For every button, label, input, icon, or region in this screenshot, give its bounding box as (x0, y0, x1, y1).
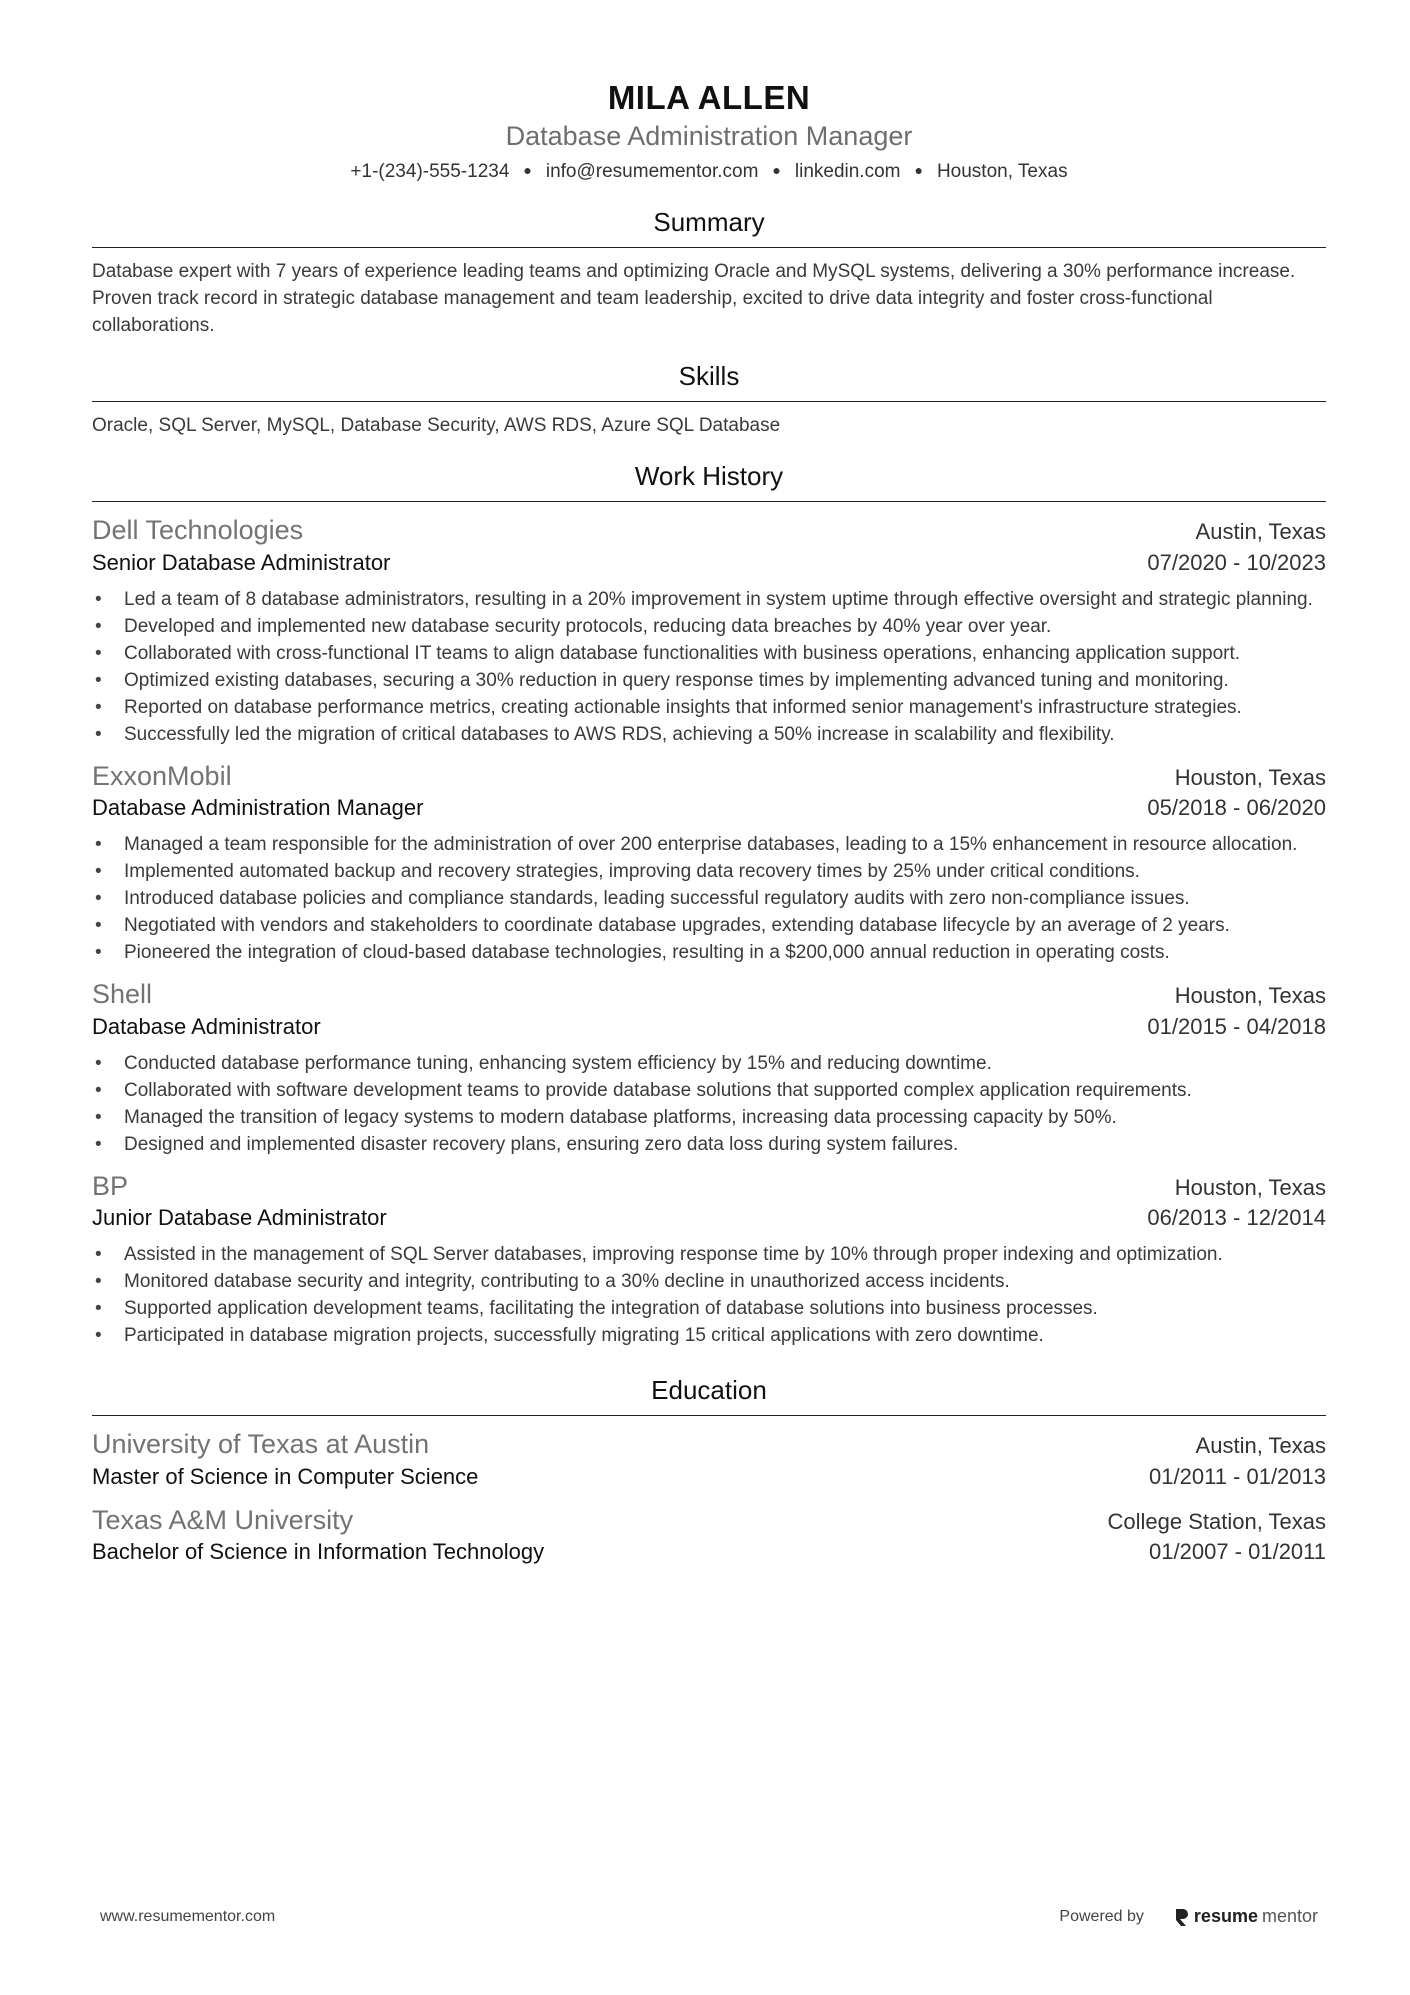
job-dates: 05/2018 - 06/2020 (1147, 795, 1326, 821)
separator-dot: ● (914, 161, 923, 178)
resume-header (92, 78, 1326, 185)
logo-text-bold: resume (1193, 1906, 1258, 1926)
bullet-item: • Developed and implemented new database security protocols, reducing data breaches by 40% year over year. (92, 613, 1326, 640)
education-entry (92, 1428, 1326, 1491)
footer-website-link[interactable]: www.resumementor.com (100, 1907, 276, 1925)
summary-text: Database expert with 7 years of experience leading teams and optimizing Oracle and MySQL systems, delivering a 30% performance increase. Proven track record in strategic database management and team leadership, excited to drive data integrity and foster cross-functional collaborations. (92, 260, 1296, 336)
resumementor-logo[interactable] (1174, 1906, 1318, 1927)
job-dates: 06/2013 - 12/2014 (1147, 1205, 1326, 1231)
job-dates: 01/2015 - 04/2018 (1147, 1013, 1326, 1039)
skills-text: Oracle, SQL Server, MySQL, Database Security, AWS RDS, Azure SQL Database (92, 415, 781, 437)
contact-linkedin: linkedin.com (794, 160, 901, 182)
job-entry (92, 760, 1326, 966)
powered-by (1059, 1906, 1318, 1927)
job-dates: 07/2020 - 10/2023 (1147, 549, 1326, 575)
job-entry (92, 514, 1326, 747)
company-name: Shell (92, 979, 153, 1010)
degree-name: Master of Science in Computer Science (92, 1463, 479, 1489)
education-entry (92, 1504, 1326, 1567)
bullet-item: • Supported application development teams, facilitating the integration of database solutions into business processes. (92, 1295, 1326, 1322)
education-heading: Education (92, 1375, 1326, 1416)
education-dates: 01/2011 - 01/2013 (1149, 1463, 1326, 1489)
job-bullets (92, 1050, 1326, 1158)
job-bullets (92, 586, 1326, 748)
school-location: College Station, Texas (1107, 1508, 1326, 1534)
education-dates: 01/2007 - 01/2011 (1149, 1539, 1326, 1565)
bullet-item: • Negotiated with vendors and stakeholders to coordinate database upgrades, extending database lifecycle by an average of 2 years. (92, 912, 1326, 939)
bullet-item: • Led a team of 8 database administrators, resulting in a 20% improvement in system uptime through effective oversight and strategic planning. (92, 586, 1326, 613)
job-role: Database Administration Manager (92, 795, 424, 821)
job-location: Austin, Texas (1195, 519, 1326, 545)
contact-location: Houston, Texas (936, 160, 1068, 182)
bullet-item: • Managed the transition of legacy systems to modern database platforms, increasing data processing capacity by 50%. (92, 1104, 1326, 1131)
candidate-name: MILA ALLEN (607, 79, 811, 116)
page-footer (100, 1906, 1318, 1927)
contact-email: info@resumementor.com (545, 160, 759, 182)
bullet-item: • Participated in database migration projects, successfully migrating 15 critical applications with zero downtime. (92, 1322, 1326, 1349)
contact-phone: +1-(234)-555-1234 (350, 160, 510, 182)
job-entry (92, 978, 1326, 1157)
job-entry (92, 1170, 1326, 1349)
separator-dot: ● (772, 161, 781, 178)
school-name: University of Texas at Austin (92, 1429, 430, 1460)
job-location: Houston, Texas (1174, 764, 1326, 790)
job-role: Database Administrator (92, 1013, 321, 1039)
candidate-title: Database Administration Manager (505, 120, 913, 151)
resume-page (92, 78, 1326, 1567)
degree-name: Bachelor of Science in Information Technology (92, 1539, 545, 1565)
company-name: Dell Technologies (92, 515, 304, 546)
bullet-item: • Optimized existing databases, securing a 30% reduction in query response times by implementing advanced tuning and monitoring. (92, 667, 1326, 694)
bullet-item: • Collaborated with cross-functional IT teams to align database functionalities with business operations, enhancing application support. (92, 640, 1326, 667)
bullet-item: • Conducted database performance tuning, enhancing system efficiency by 15% and reducing downtime. (92, 1050, 1326, 1077)
bullet-item: • Managed a team responsible for the administration of over 200 enterprise databases, leading to a 15% enhancement in resource allocation. (92, 831, 1326, 858)
bullet-item: • Implemented automated backup and recovery strategies, improving data recovery times by 25% under critical conditions. (92, 858, 1326, 885)
job-location: Houston, Texas (1174, 983, 1326, 1009)
bullet-item: • Monitored database security and integrity, contributing to a 30% decline in unauthorized access incidents. (92, 1268, 1326, 1295)
school-name: Texas A&M University (92, 1504, 354, 1535)
bullet-item: • Collaborated with software development teams to provide database solutions that supported complex application requirements. (92, 1077, 1326, 1104)
skills-heading: Skills (92, 361, 1326, 402)
work-history-heading: Work History (92, 461, 1326, 502)
job-role: Junior Database Administrator (92, 1205, 387, 1231)
summary-heading: Summary (92, 207, 1326, 248)
contact-line (92, 160, 1326, 185)
company-name: BP (92, 1170, 129, 1201)
bullet-item: • Introduced database policies and compliance standards, leading successful regulatory audits with zero non-compliance issues. (92, 885, 1326, 912)
bullet-item: • Assisted in the management of SQL Server databases, improving response time by 10% through proper indexing and optimization. (92, 1241, 1326, 1268)
powered-by-label: Powered by (1059, 1907, 1144, 1925)
job-bullets (92, 831, 1326, 966)
school-location: Austin, Texas (1195, 1433, 1326, 1459)
resumementor-logo-icon (1174, 1907, 1190, 1927)
job-location: Houston, Texas (1174, 1174, 1326, 1200)
company-name: ExxonMobil (92, 760, 232, 791)
job-role: Senior Database Administrator (92, 549, 391, 575)
logo-text-light: mentor (1261, 1906, 1318, 1926)
bullet-item: • Successfully led the migration of critical databases to AWS RDS, achieving a 50% increase in scalability and flexibility. (92, 721, 1326, 748)
separator-dot: ● (523, 161, 532, 178)
bullet-item: • Pioneered the integration of cloud-based database technologies, resulting in a $200,000 annual reduction in operating costs. (92, 939, 1326, 966)
bullet-item: • Designed and implemented disaster recovery plans, ensuring zero data loss during system failures. (92, 1131, 1326, 1158)
bullet-item: • Reported on database performance metrics, creating actionable insights that informed senior management's infrastructure strategies. (92, 694, 1326, 721)
job-bullets (92, 1241, 1326, 1349)
